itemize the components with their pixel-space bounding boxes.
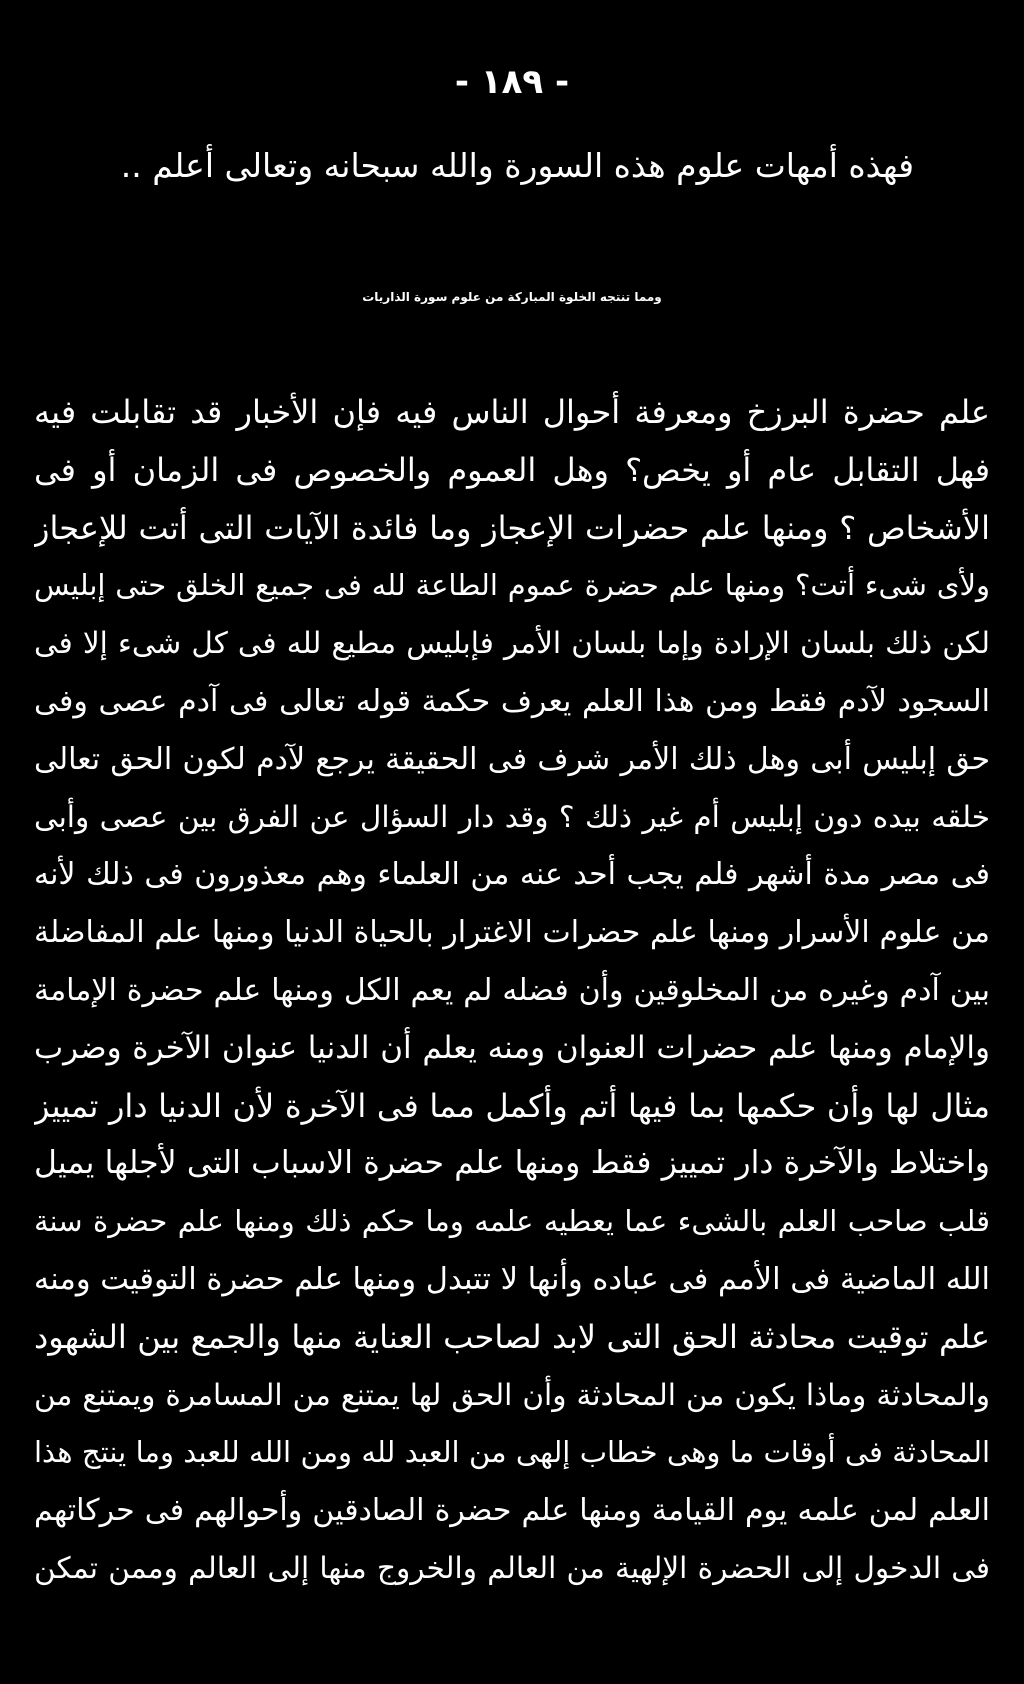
text-line: والمحادثة وماذا يكون من المحادثة وأن الحق لها يمتنع من المسامرة ويمتنع من: [34, 1377, 990, 1412]
text-line: لكن ذلك بلسان الإرادة وإما بلسان الأمر فإبليس مطيع لله فى كل شىء إلا فى: [34, 626, 990, 661]
text-line: ولأى شىء أتت؟ ومنها علم حضرة عموم الطاعة لله فى جميع الخلق حتى إبليس: [34, 568, 990, 603]
intro-paragraph: فهذه أمهات علوم هذه السورة والله سبحانه وتعالى أعلم ..: [120, 146, 914, 185]
text-line: فى مصر مدة أشهر فلم يجب أحد عنه من العلماء وهم معذورون فى ذلك لأنه: [34, 857, 990, 893]
text-line: واختلاط والآخرة دار تمييز فقط ومنها علم حضرة الاسباب التى لأجلها يميل: [34, 1145, 990, 1182]
text-line: فهل التقابل عام أو يخص؟ وهل العموم والخصوص فى الزمان أو فى: [34, 450, 990, 489]
text-line: قلب صاحب العلم بالشىء عما يعطيه علمه وما حكم ذلك ومنها علم حضرة سنة: [34, 1204, 990, 1239]
text-line: فى الدخول إلى الحضرة الإلهية من العالم والخروج منها إلى العالم وممن تمكن: [34, 1550, 990, 1585]
text-line: علم توقيت محادثة الحق التى لابد لصاحب العناية منها والجمع بين الشهود: [34, 1317, 990, 1356]
text-line: العلم لمن علمه يوم القيامة ومنها علم حضرة الصادقين وأحوالهم فى حركاتهم: [34, 1493, 990, 1529]
body-text: [34, 384, 990, 1598]
section-heading: ومما تنتجه الخلوة المباركة من علوم سورة الذاريات: [362, 290, 662, 304]
text-line: علم حضرة البرزخ ومعرفة أحوال الناس فيه فإن الأخبار قد تقابلت فيه: [34, 393, 990, 431]
page-number: - ١٨٩ -: [454, 62, 570, 102]
text-line: الأشخاص ؟ ومنها علم حضرات الإعجاز وما فائدة الآيات التى أتت للإعجاز: [34, 508, 990, 547]
text-line: مثال لها وأن حكمها بما فيها أتم وأكمل مما فى الآخرة لأن الدنيا دار تمييز: [34, 1086, 990, 1125]
text-line: السجود لآدم فقط ومن هذا العلم يعرف حكمة قوله تعالى فى آدم عصى وفى: [34, 683, 990, 719]
text-line: من علوم الأسرار ومنها علم حضرات الاغترار بالحياة الدنيا ومنها علم المفاضلة: [34, 915, 990, 951]
text-line: بين آدم وغيره من المخلوقين وأن فضله لم يعم الكل ومنها علم حضرة الإمامة: [34, 972, 990, 1008]
text-line: الله الماضية فى الأمم فى عباده وأنها لا تتبدل ومنها علم حضرة التوقيت ومنه: [34, 1261, 990, 1297]
text-line: حق إبليس أبى وهل ذلك الأمر شرف فى الحقيقة يرجع لآدم لكون الحق تعالى: [34, 741, 990, 777]
text-line: والإمام ومنها علم حضرات العنوان ومنه يعلم أن الدنيا عنوان الآخرة وضرب: [34, 1029, 990, 1066]
text-line: المحادثة فى أوقات ما وهى خطاب إلهى من العبد لله ومن الله للعبد وما ينتج هذا: [34, 1435, 990, 1470]
text-line: خلقه بيده دون إبليس أم غير ذلك ؟ وقد دار السؤال عن الفرق بين عصى وأبى: [34, 799, 990, 834]
